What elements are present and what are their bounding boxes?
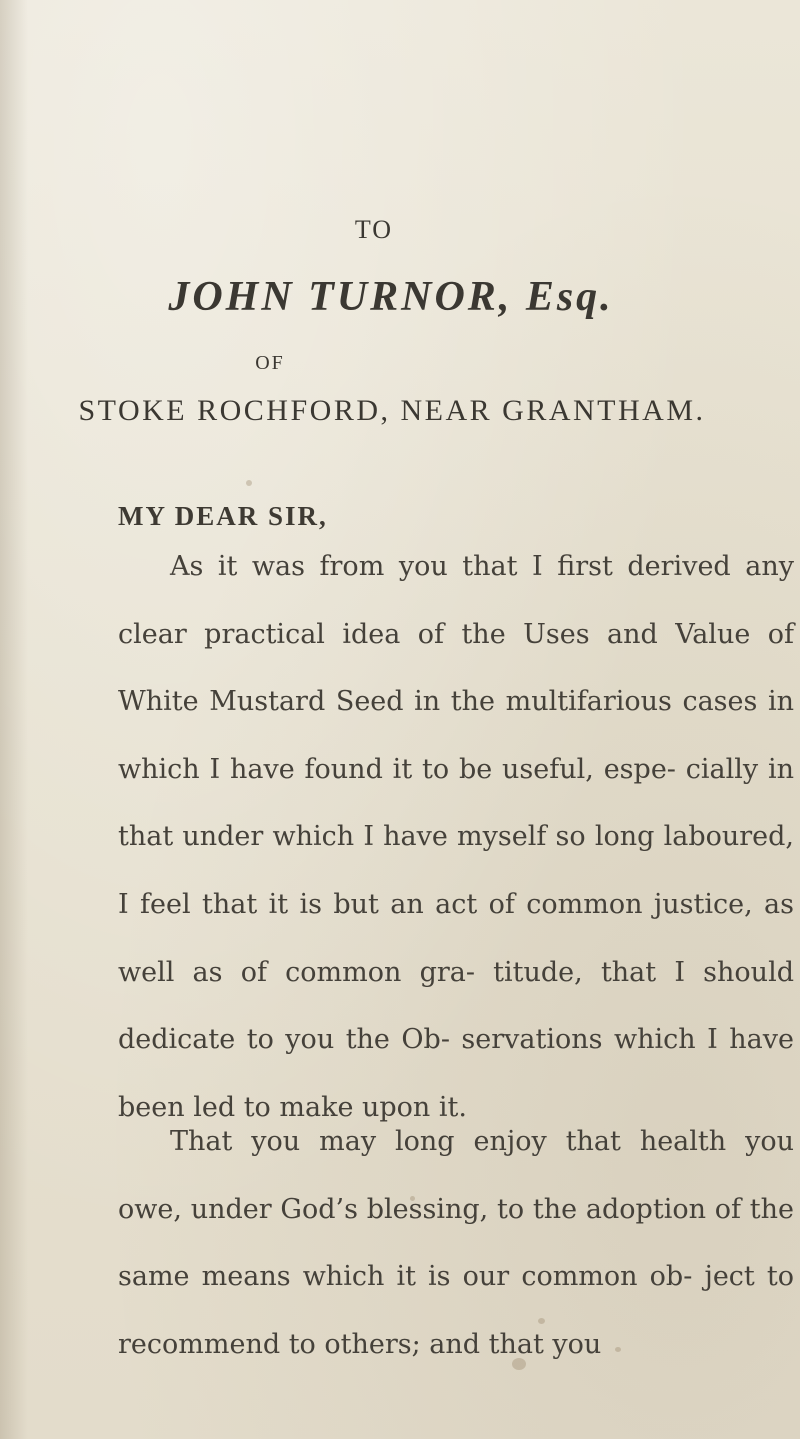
paragraph-text: That you may long enjoy that health you owe, under God’s blessing, to the adoption of the same means which it is our common ob- ject to recommend to others; and that you [118, 1126, 794, 1360]
paragraph-text: As it was from you that I first derived any clear practical idea of the Uses and Value of White Mustard Seed in the multifarious cases in which I have found it to be useful, espe- cially in that under which I have myself so long laboured, I feel that it is but an act of common justice, as well as of common gra- titude, that I should dedicate to you the Ob- servations which I have been led to make upon it. [118, 551, 794, 1123]
letter-paragraph [118, 533, 794, 1141]
dedicatee-name: JOHN TURNOR, Esq. [168, 274, 614, 320]
paper-speck [538, 1318, 545, 1324]
letter-paragraph [118, 1108, 794, 1378]
dedication-to: TO [354, 215, 394, 244]
paper-speck [246, 480, 252, 486]
paper-speck [512, 1358, 526, 1370]
paper-speck [615, 1347, 621, 1352]
paper-speck [410, 1196, 415, 1201]
dedication-of: OF [255, 352, 285, 374]
dedicatee-place: STOKE ROCHFORD, NEAR GRANTHAM. [78, 394, 706, 427]
letter-salutation: MY DEAR SIR, [118, 501, 328, 531]
